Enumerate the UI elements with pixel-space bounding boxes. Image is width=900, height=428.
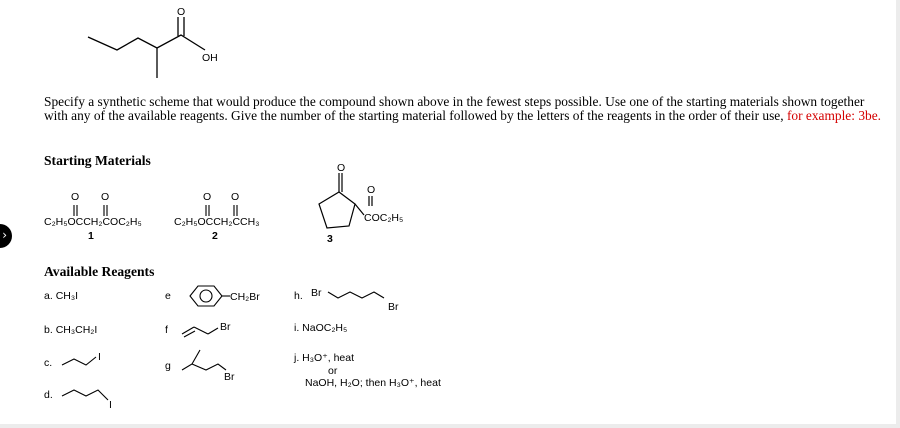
question-example: for example: 3be. xyxy=(786,108,882,124)
question-body: Specify a synthetic scheme that would produce the compound shown above in the fewest steps possible. Use one of the starting materials shown together with any of the available reagents. Give the number of the starting material followed by the letters of the reagents in the order of their use, xyxy=(44,94,865,124)
question-text xyxy=(44,95,884,123)
reagent-d-structure xyxy=(58,382,138,412)
reagent-d-iodine: I xyxy=(109,399,112,411)
svg-text:O: O xyxy=(203,191,212,203)
svg-text:O: O xyxy=(101,191,110,203)
available-reagents-title: Available Reagents xyxy=(44,264,155,279)
svg-text:O: O xyxy=(231,191,240,203)
starting-material-2-formula: C₂H₅OCCH₂CCH₃ xyxy=(174,216,260,228)
starting-material-2-number: 2 xyxy=(212,230,218,242)
reagent-i-formula: NaOC₂H₅ xyxy=(302,322,348,334)
target-hydroxyl-label: OH xyxy=(202,52,218,64)
reagent-b xyxy=(44,324,97,336)
reagent-g-structure xyxy=(178,346,258,386)
reagent-h-letter: h. xyxy=(294,290,303,302)
reagent-h-structure xyxy=(308,282,418,314)
reagent-e-formula: CH₂Br xyxy=(230,291,260,303)
reagent-h-bromine-right: Br xyxy=(388,301,399,313)
svg-text:O: O xyxy=(367,184,376,196)
reagent-a xyxy=(44,290,78,302)
reagent-j-letter: j. xyxy=(294,352,300,364)
reagent-j-line2: or xyxy=(328,365,338,377)
reagent-h-bromine-left: Br xyxy=(311,287,322,299)
starting-material-1-number: 1 xyxy=(88,230,94,242)
target-molecule xyxy=(0,0,900,90)
reagent-c-letter: c. xyxy=(44,357,53,369)
reagent-b-formula: CH₃CH₂I xyxy=(55,324,98,336)
starting-material-1-formula: C₂H₅OCCH₂COC₂H₅ xyxy=(44,216,142,228)
starting-material-3-number: 3 xyxy=(327,233,333,245)
reagent-c-iodine: I xyxy=(98,351,101,363)
reagent-i xyxy=(294,322,347,334)
side-nav-button[interactable] xyxy=(0,224,12,248)
starting-material-3-formula: COC₂H₅ xyxy=(364,212,404,224)
reagent-f-letter: f xyxy=(165,324,168,336)
svg-text:O: O xyxy=(337,162,346,174)
reagent-a-letter: a. xyxy=(44,290,53,302)
reagent-j xyxy=(294,352,354,364)
reagent-b-letter: b. xyxy=(44,324,53,336)
reagent-f-structure xyxy=(178,318,258,342)
reagent-d-letter: d. xyxy=(44,389,53,401)
reagent-e-letter: e xyxy=(165,290,171,302)
reagent-g-bromine: Br xyxy=(224,371,235,383)
starting-materials-title: Starting Materials xyxy=(44,153,151,168)
reagent-a-formula: CH₃I xyxy=(55,290,79,302)
reagent-f-bromine: Br xyxy=(220,321,231,333)
reagent-j-line1: H₃O⁺, heat xyxy=(302,352,355,364)
reagent-g-letter: g xyxy=(165,360,171,372)
reagent-j-line3: NaOH, H₂O; then H₃O⁺, heat xyxy=(305,377,441,389)
svg-text:O: O xyxy=(71,191,80,203)
reagent-i-letter: i. xyxy=(294,322,300,334)
target-carbonyl-o: O xyxy=(177,6,186,18)
reagent-e-structure xyxy=(180,280,290,312)
reagent-c-structure xyxy=(58,348,128,374)
starting-material-3-structure xyxy=(300,160,460,250)
chevron-right-icon: › xyxy=(2,228,7,242)
